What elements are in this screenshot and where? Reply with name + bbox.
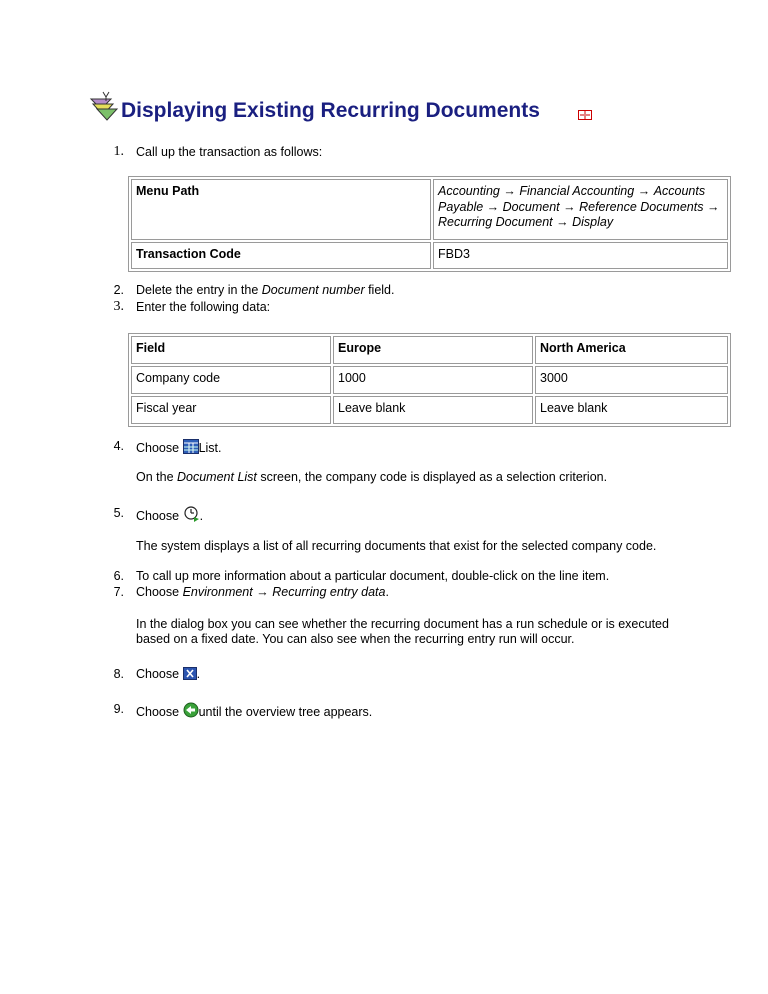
data-entry-table bbox=[128, 333, 731, 427]
step-number: 8. bbox=[113, 667, 124, 681]
transaction-code-label: Transaction Code bbox=[131, 242, 431, 269]
table-cell: Leave blank bbox=[535, 396, 728, 424]
back-icon[interactable] bbox=[183, 702, 199, 722]
sap-logo-icon bbox=[89, 90, 123, 122]
transaction-code-value: FBD3 bbox=[433, 242, 728, 269]
step-text: Choose Environment → Recurring entry data. bbox=[136, 585, 389, 599]
step-note: The system displays a list of all recurring documents that exist for the selected company code. bbox=[136, 539, 657, 553]
step-note: On the Document List screen, the company code is displayed as a selection criterion. bbox=[136, 470, 608, 484]
step-note: In the dialog box you can see whether the recurring document has a run schedule or is executed bbox=[136, 617, 669, 631]
step-text: Call up the transaction as follows: bbox=[136, 145, 323, 159]
cancel-icon[interactable] bbox=[183, 667, 197, 684]
step-number: 7. bbox=[113, 585, 124, 599]
menu-path-label: Menu Path bbox=[131, 179, 431, 240]
step-number: 1. bbox=[113, 144, 124, 159]
step-text: Choose . bbox=[136, 667, 200, 684]
list-icon[interactable] bbox=[183, 439, 199, 458]
menu-path-value: Accounting → Financial Accounting → Accounts Payable → Document → Reference Documents → Recurring Document → Display bbox=[433, 179, 728, 240]
step-number: 5. bbox=[113, 506, 124, 520]
table-header-cell: Europe bbox=[333, 336, 533, 364]
page-title: Displaying Existing Recurring Documents bbox=[121, 99, 540, 122]
table-header-cell: North America bbox=[535, 336, 728, 364]
document-link-icon[interactable] bbox=[578, 109, 592, 119]
step-text: Choose List. bbox=[136, 439, 222, 458]
step-text: To call up more information about a particular document, double-click on the line item. bbox=[136, 569, 610, 583]
execute-clock-icon[interactable] bbox=[183, 506, 200, 526]
table-cell: 1000 bbox=[333, 366, 533, 394]
step-number: 9. bbox=[113, 702, 124, 716]
table-cell: 3000 bbox=[535, 366, 728, 394]
table-header-cell: Field bbox=[131, 336, 331, 364]
table-cell: Fiscal year bbox=[131, 396, 331, 424]
transaction-table bbox=[128, 176, 731, 272]
step-text: Choose . bbox=[136, 506, 203, 526]
step-note: based on a fixed date. You can also see when the recurring entry run will occur. bbox=[136, 632, 575, 646]
table-row bbox=[131, 396, 728, 424]
table-cell: Company code bbox=[131, 366, 331, 394]
table-row bbox=[131, 366, 728, 394]
step-number: 6. bbox=[113, 569, 124, 583]
step-text: Enter the following data: bbox=[136, 300, 271, 314]
step-number: 3. bbox=[113, 299, 124, 314]
step-number: 4. bbox=[113, 439, 124, 453]
step-number: 2. bbox=[113, 283, 124, 297]
step-text: Choose until the overview tree appears. bbox=[136, 702, 372, 722]
table-cell: Leave blank bbox=[333, 396, 533, 424]
step-text: Delete the entry in the Document number field. bbox=[136, 283, 395, 297]
